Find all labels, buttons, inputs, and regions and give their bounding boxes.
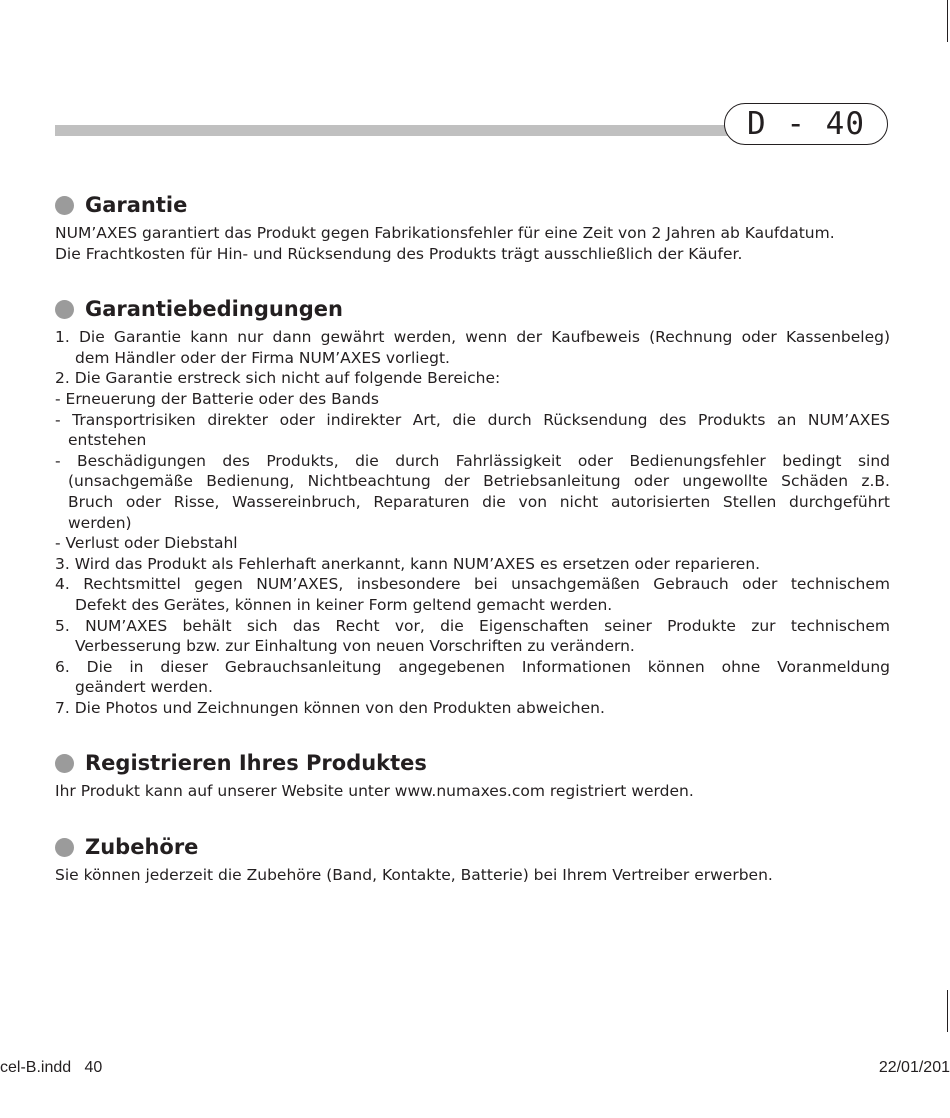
section-registrieren	[55, 746, 890, 802]
page-number-badge: D - 40	[724, 103, 888, 145]
section-zubehoere	[55, 830, 890, 886]
list-item-line: 7. Die Photos und Zeichnungen können von den Produkten abweichen.	[55, 698, 605, 717]
list-item-line: (unsachgemäße Bedienung, Nichtbeachtung der Betriebsanleitung oder ungewollte Schäden z.B.	[68, 472, 890, 491]
list-item-line: 5. NUM’AXES behält sich das Recht vor, die Eigenschaften seiner Produkte zur technischem	[55, 616, 890, 635]
section-heading-text: Garantie	[85, 193, 188, 217]
bullet-icon	[55, 196, 74, 215]
list-item-line: - Beschädigungen des Produkts, die durch Fahrlässigkeit oder Bedienungsfehler bedingt sind	[55, 451, 890, 470]
footer-file-label	[0, 1059, 102, 1077]
paragraph-line: Ihr Produkt kann auf unserer Website unter www.numaxes.com registriert werden.	[55, 782, 694, 801]
conditions-list	[55, 327, 890, 718]
header-bar	[55, 125, 735, 136]
bullet-icon	[55, 300, 74, 319]
list-item-line: 3. Wird das Produkt als Fehlerhaft anerkannt, kann NUM’AXES es ersetzen oder reparieren.	[55, 554, 761, 573]
list-item-line: Defekt des Gerätes, können in keiner Form geltend gemacht werden.	[75, 595, 613, 614]
section-heading-text: Garantiebedingungen	[85, 297, 343, 322]
list-item-line: - Erneuerung der Batterie oder des Bands	[55, 389, 379, 408]
paragraph-line: Die Frachtkosten für Hin- und Rücksendung des Produkts trägt ausschließlich der Käufer.	[55, 244, 743, 263]
paragraph-line: NUM’AXES garantiert das Produkt gegen Fabrikationsfehler für eine Zeit von 2 Jahren ab Kaufdatum.	[55, 224, 835, 242]
section-heading-text: Zubehöre	[85, 835, 199, 860]
page-content	[55, 188, 890, 886]
list-item-line: dem Händler oder der Firma NUM’AXES vorliegt.	[75, 348, 450, 367]
list-item-line: 2. Die Garantie erstreck sich nicht auf folgende Bereiche:	[55, 369, 501, 388]
list-item-line: werden)	[68, 513, 132, 532]
crop-mark-bottom	[947, 990, 948, 1032]
list-item-line: Bruch oder Risse, Wassereinbruch, Reparaturen die von nicht autorisierten Stellen durchgeführt	[68, 492, 890, 511]
section-garantie	[55, 188, 890, 264]
list-item-line: Verbesserung bzw. zur Einhaltung von neuen Vorschriften zu verändern.	[75, 637, 635, 656]
footer-date-label: 22/01/201	[878, 1059, 950, 1076]
section-heading	[55, 830, 890, 864]
list-item-line: 6. Die in dieser Gebrauchsanleitung angegebenen Informationen können ohne Voranmeldung	[55, 657, 890, 676]
bullet-icon	[55, 838, 74, 857]
list-item-line: - Transportrisiken direkter oder indirekter Art, die durch Rücksendung des Produkts an NUM’AXES	[55, 410, 890, 429]
section-heading	[55, 292, 890, 326]
list-item-line: 1. Die Garantie kann nur dann gewährt werden, wenn der Kaufbeweis (Rechnung oder Kassenbeleg)	[55, 328, 890, 347]
crop-mark-top	[947, 0, 948, 42]
section-heading	[55, 746, 890, 780]
list-item-line: - Verlust oder Diebstahl	[55, 534, 238, 553]
paragraph-line: Sie können jederzeit die Zubehöre (Band, Kontakte, Batterie) bei Ihrem Vertreiber erwerben.	[55, 866, 773, 885]
list-item-line: 4. Rechtsmittel gegen NUM’AXES, insbesondere bei unsachgemäßen Gebrauch oder technischem	[55, 575, 890, 594]
section-heading-text: Registrieren Ihres Produktes	[85, 751, 427, 776]
list-item-line: geändert werden.	[75, 678, 213, 697]
section-heading	[55, 188, 890, 222]
footer-file-text: cel-B.indd 40	[0, 1059, 103, 1076]
bullet-icon	[55, 754, 74, 773]
list-item-line: entstehen	[68, 431, 147, 450]
section-garantiebedingungen	[55, 292, 890, 718]
